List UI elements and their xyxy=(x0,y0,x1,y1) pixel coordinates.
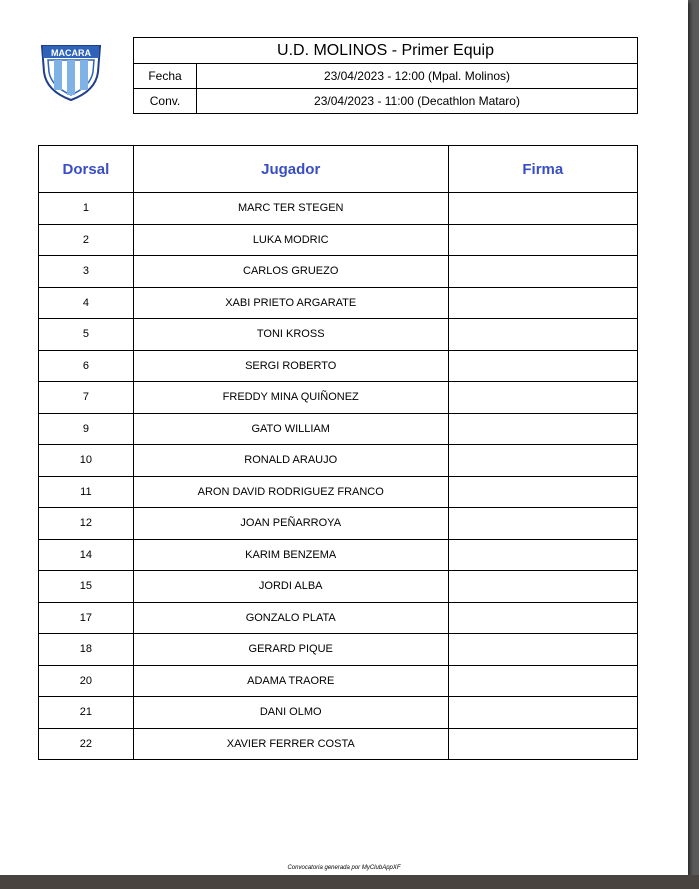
roster-body xyxy=(39,193,638,760)
dorsal-cell: 1 xyxy=(39,193,134,225)
player-name-cell: DANI OLMO xyxy=(133,697,448,729)
roster-header-row xyxy=(39,146,638,193)
player-name-cell: CARLOS GRUEZO xyxy=(133,256,448,288)
signature-cell[interactable] xyxy=(448,508,637,540)
player-name-cell: GATO WILLIAM xyxy=(133,413,448,445)
signature-cell[interactable] xyxy=(448,571,637,603)
player-name-cell: JORDI ALBA xyxy=(133,571,448,603)
player-name-cell: GERARD PIQUE xyxy=(133,634,448,666)
table-row xyxy=(39,224,638,256)
table-row xyxy=(39,319,638,351)
dorsal-cell: 6 xyxy=(39,350,134,382)
table-row xyxy=(39,350,638,382)
table-row xyxy=(39,602,638,634)
signature-cell[interactable] xyxy=(448,539,637,571)
signature-cell[interactable] xyxy=(448,602,637,634)
signature-cell[interactable] xyxy=(448,193,637,225)
table-row xyxy=(39,508,638,540)
table-row xyxy=(39,728,638,760)
signature-cell[interactable] xyxy=(448,728,637,760)
player-name-cell: SERGI ROBERTO xyxy=(133,350,448,382)
dorsal-cell: 7 xyxy=(39,382,134,414)
table-row xyxy=(39,476,638,508)
signature-cell[interactable] xyxy=(448,350,637,382)
player-name-cell: TONI KROSS xyxy=(133,319,448,351)
player-name-cell: ADAMA TRAORE xyxy=(133,665,448,697)
signature-cell[interactable] xyxy=(448,256,637,288)
crest-text: MACARA xyxy=(51,48,91,58)
player-name-cell: KARIM BENZEMA xyxy=(133,539,448,571)
player-name-cell: JOAN PEÑARROYA xyxy=(133,508,448,540)
table-row xyxy=(39,697,638,729)
dorsal-cell: 5 xyxy=(39,319,134,351)
dorsal-cell: 17 xyxy=(39,602,134,634)
dorsal-cell: 3 xyxy=(39,256,134,288)
dorsal-cell: 10 xyxy=(39,445,134,477)
viewer-background-strip xyxy=(0,875,699,889)
team-title: U.D. MOLINOS - Primer Equip xyxy=(134,38,638,64)
table-row xyxy=(39,445,638,477)
player-name-cell: MARC TER STEGEN xyxy=(133,193,448,225)
signature-cell[interactable] xyxy=(448,287,637,319)
dorsal-cell: 20 xyxy=(39,665,134,697)
club-crest-logo xyxy=(38,38,104,102)
table-row xyxy=(39,665,638,697)
footer-credit: Convocatoria generada por MyClubAppXF xyxy=(287,865,401,871)
player-name-cell: RONALD ARAUJO xyxy=(133,445,448,477)
dorsal-cell: 11 xyxy=(39,476,134,508)
player-name-cell: GONZALO PLATA xyxy=(133,602,448,634)
player-name-cell: XAVIER FERRER COSTA xyxy=(133,728,448,760)
match-info-table xyxy=(133,37,638,114)
dorsal-cell: 15 xyxy=(39,571,134,603)
table-row xyxy=(39,634,638,666)
signature-cell[interactable] xyxy=(448,445,637,477)
dorsal-cell: 9 xyxy=(39,413,134,445)
dorsal-cell: 12 xyxy=(39,508,134,540)
signature-cell[interactable] xyxy=(448,476,637,508)
table-row xyxy=(39,382,638,414)
player-name-cell: LUKA MODRIC xyxy=(133,224,448,256)
column-header-dorsal: Dorsal xyxy=(39,146,134,193)
table-row xyxy=(39,539,638,571)
signature-cell[interactable] xyxy=(448,697,637,729)
table-row xyxy=(39,571,638,603)
dorsal-cell: 18 xyxy=(39,634,134,666)
column-header-jugador: Jugador xyxy=(133,146,448,193)
table-row xyxy=(39,413,638,445)
player-name-cell: XABI PRIETO ARGARATE xyxy=(133,287,448,319)
player-name-cell: FREDDY MINA QUIÑONEZ xyxy=(133,382,448,414)
player-name-cell: ARON DAVID RODRIGUEZ FRANCO xyxy=(133,476,448,508)
dorsal-cell: 4 xyxy=(39,287,134,319)
dorsal-cell: 2 xyxy=(39,224,134,256)
signature-cell[interactable] xyxy=(448,319,637,351)
signature-cell[interactable] xyxy=(448,413,637,445)
signature-cell[interactable] xyxy=(448,224,637,256)
fecha-value: 23/04/2023 - 12:00 (Mpal. Molinos) xyxy=(197,64,638,89)
table-row xyxy=(39,256,638,288)
fecha-label: Fecha xyxy=(134,64,197,89)
table-row xyxy=(39,193,638,225)
signature-cell[interactable] xyxy=(448,634,637,666)
conv-label: Conv. xyxy=(134,89,197,114)
table-row xyxy=(39,287,638,319)
roster-table xyxy=(38,145,638,760)
column-header-firma: Firma xyxy=(448,146,637,193)
signature-cell[interactable] xyxy=(448,665,637,697)
dorsal-cell: 21 xyxy=(39,697,134,729)
dorsal-cell: 14 xyxy=(39,539,134,571)
conv-value: 23/04/2023 - 11:00 (Decathlon Mataro) xyxy=(197,89,638,114)
dorsal-cell: 22 xyxy=(39,728,134,760)
signature-cell[interactable] xyxy=(448,382,637,414)
